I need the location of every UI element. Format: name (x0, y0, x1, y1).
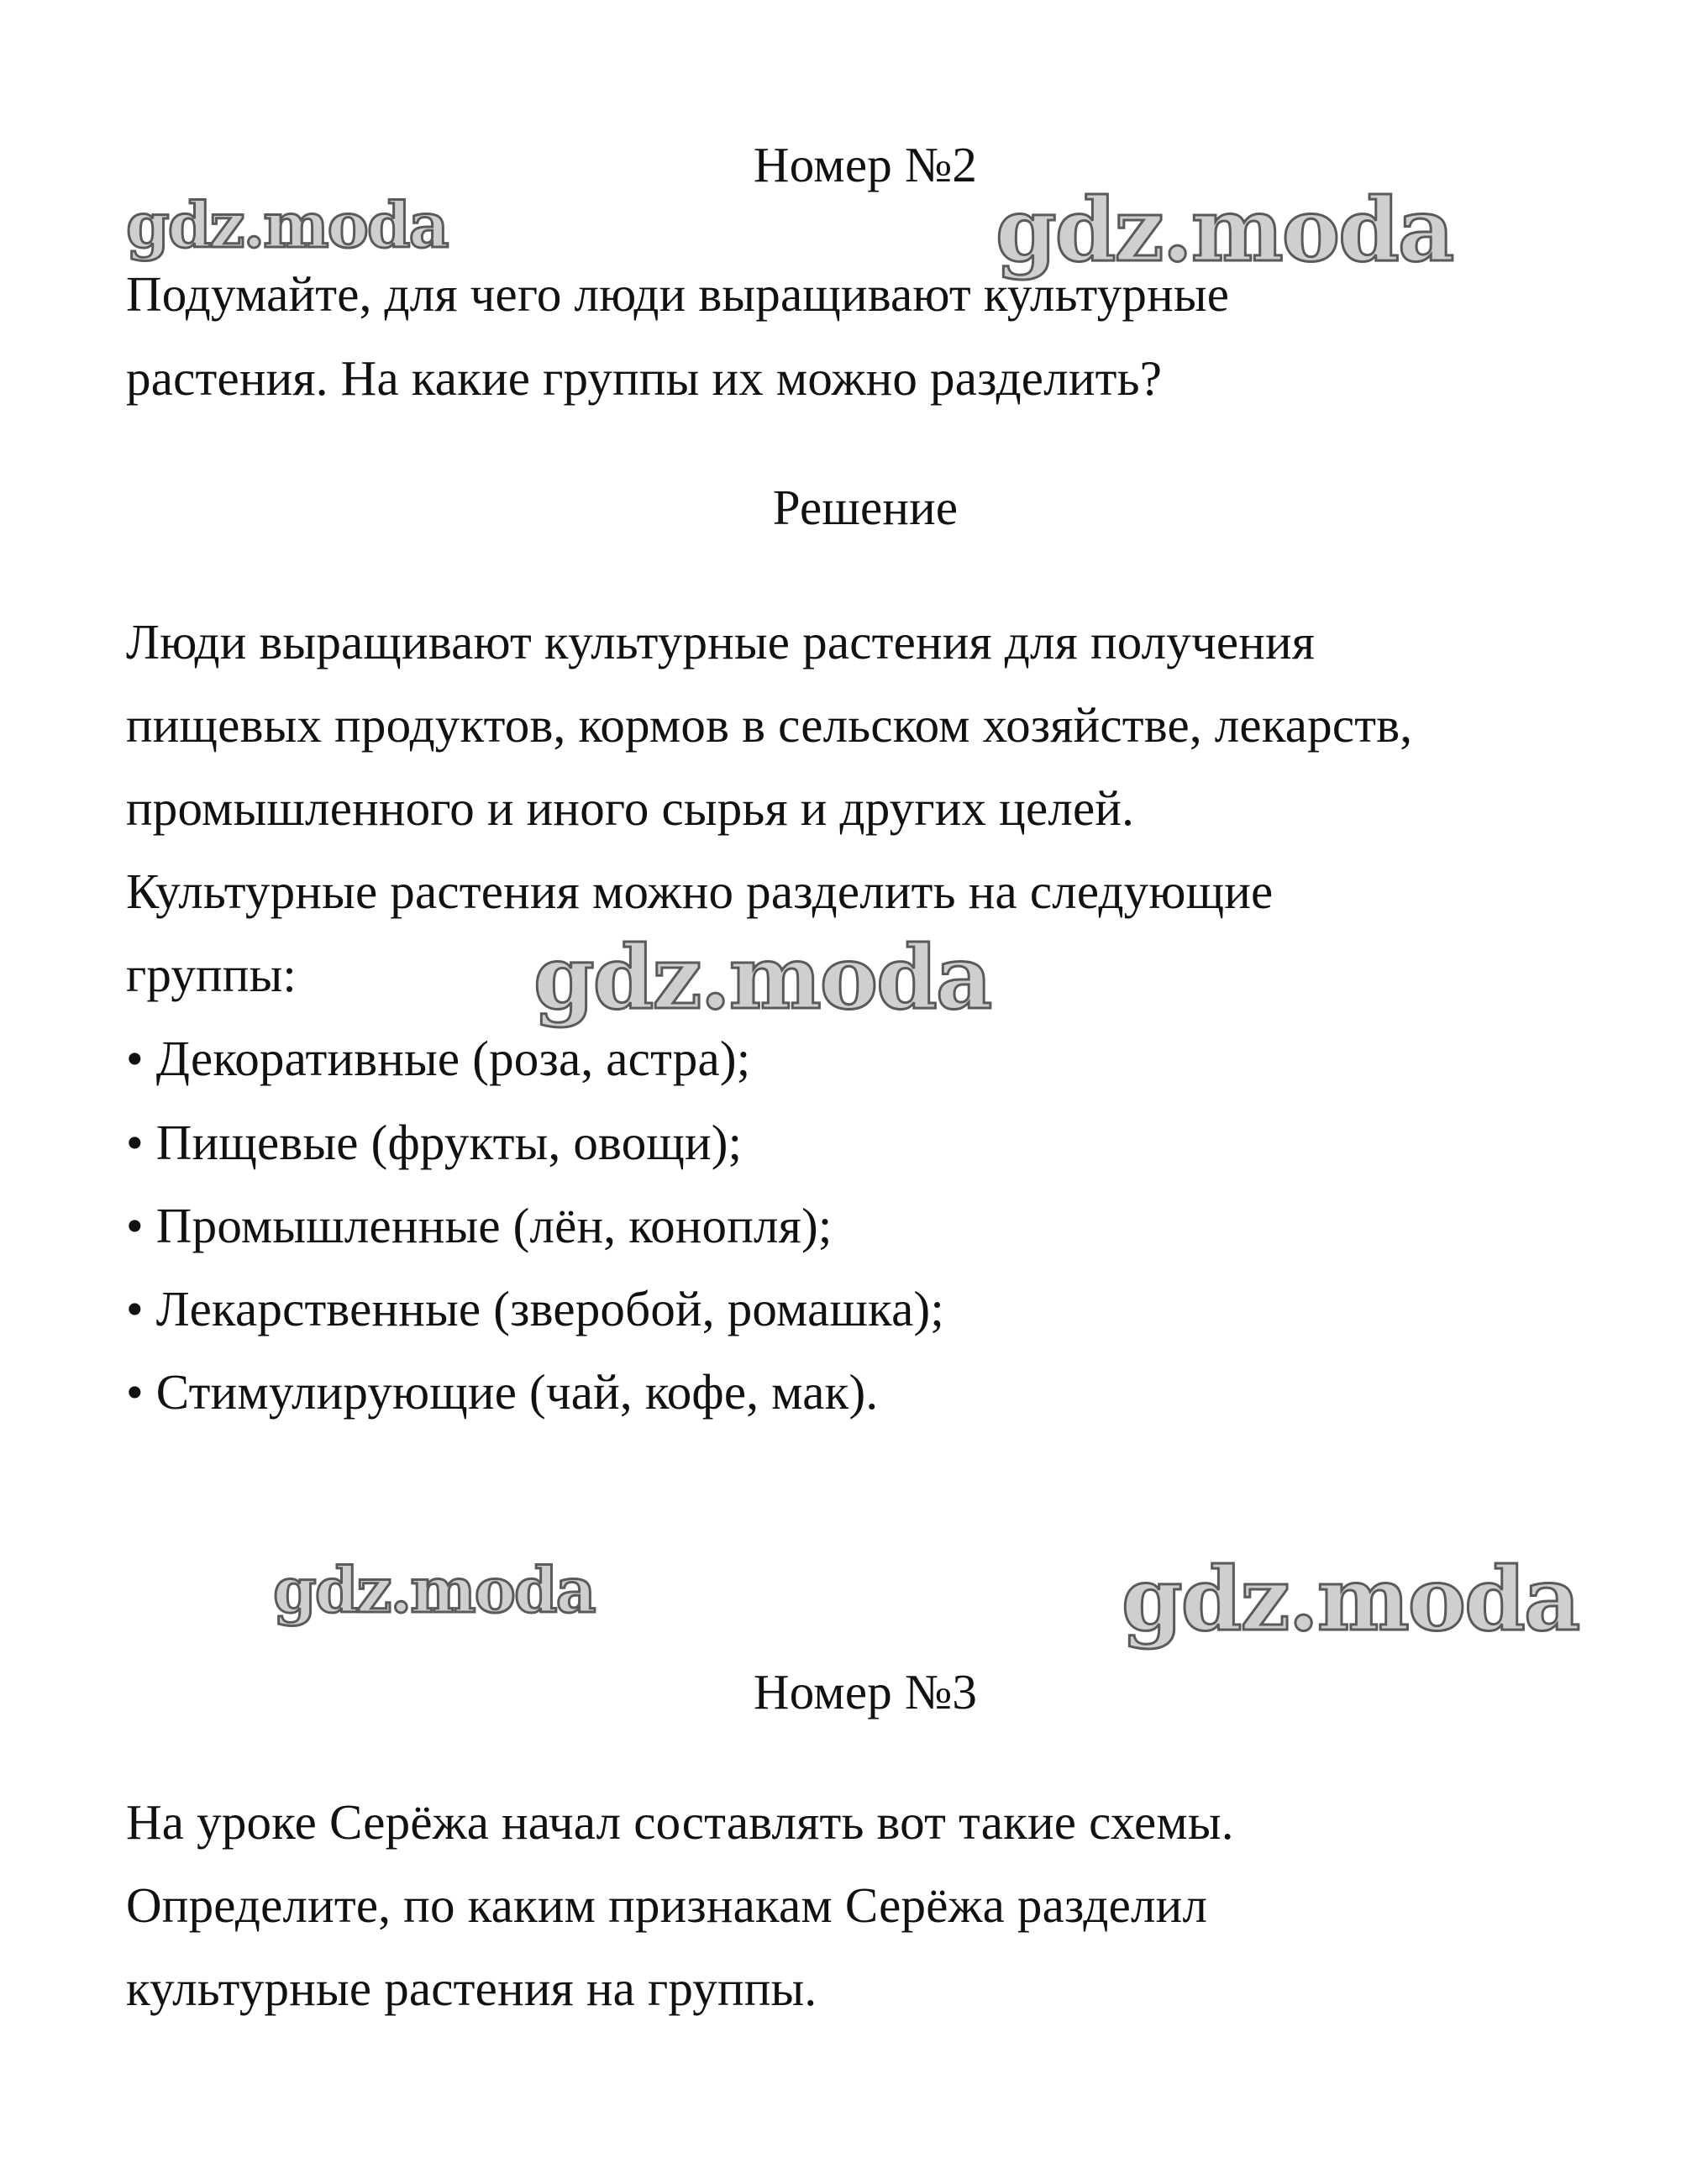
watermark-logo: gdz.moda (996, 178, 1453, 281)
group-list-item: • Лекарственные (зверобой, ромашка); (126, 1281, 944, 1336)
answer-line: промышленного и иного сырья и других целей. (126, 780, 1135, 836)
group-list-item: • Стимулирующие (чай, кофе, мак). (126, 1364, 879, 1420)
task2-question-line: Подумайте, для чего люди выращивают культурные (126, 266, 1230, 322)
answer-line: Культурные растения можно разделить на следующие (126, 864, 1274, 919)
watermark-logo: gdz.moda (1122, 1547, 1579, 1651)
task3-title: Номер №3 (753, 1664, 978, 1719)
task3-question-line: На уроке Серёжа начал составлять вот такие схемы. (126, 1794, 1234, 1850)
answer-line: пищевых продуктов, кормов в сельском хозяйстве, лекарств, (126, 697, 1413, 753)
answer-line: Люди выращивают культурные растения для получения (126, 614, 1316, 669)
answer-line: группы: (126, 947, 297, 1002)
task3-question-line: культурные растения на группы. (126, 1961, 817, 2016)
group-list-item: • Пищевые (фрукты, овощи); (126, 1115, 743, 1170)
solution-heading: Решение (772, 480, 959, 535)
task3-question-line: Определите, по каким признакам Серёжа разделил (126, 1877, 1208, 1933)
task2-question-line: растения. На какие группы их можно разделить? (126, 350, 1163, 406)
group-list-item: • Декоративные (роза, астра); (126, 1031, 751, 1086)
task2-title: Номер №2 (753, 137, 978, 192)
watermark-logo: gdz.moda (126, 190, 448, 262)
watermark-logo: gdz.moda (273, 1555, 595, 1627)
group-list-item: • Промышленные (лён, конопля); (126, 1198, 833, 1253)
watermark-logo: gdz.moda (533, 926, 991, 1029)
